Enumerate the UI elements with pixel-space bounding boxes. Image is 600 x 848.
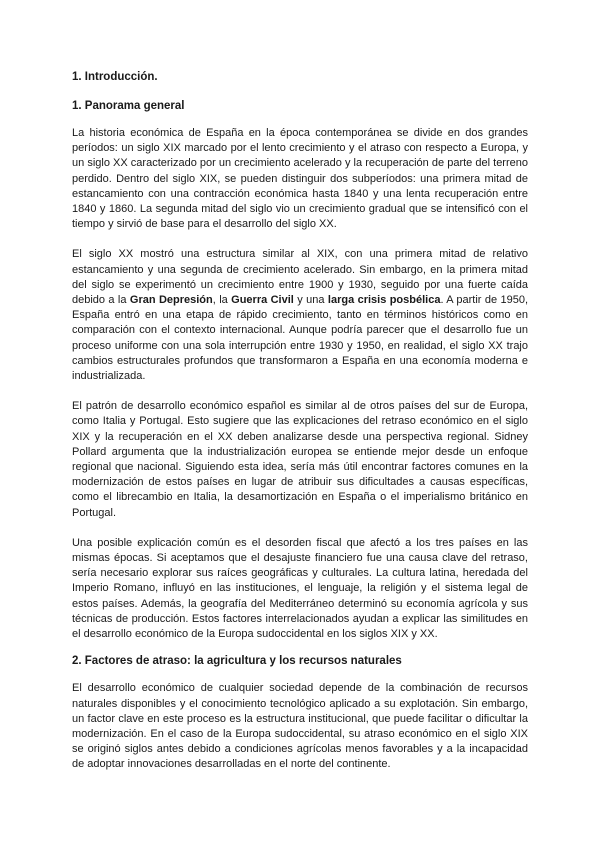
paragraph-2 (72, 247, 528, 384)
paragraph-2-text-c: y una (293, 294, 328, 307)
bold-larga-crisis: larga crisis posbélica (327, 294, 441, 307)
bold-guerra-civil: Guerra Civil (231, 294, 294, 307)
bold-gran-depresion: Gran Depresión (129, 294, 213, 307)
heading-introduccion: 1. Introducción. (72, 71, 158, 83)
paragraph-5: El desarrollo económico de cualquier sociedad depende de la combinación de recursos naturales disponibles y el conocimiento tecnológico aplicado a su explotación. Sin embargo, un factor clave en este proceso es la estructura institucional, que puede facilitar o dificultar la modernización. En el caso de la Europa sudoccidental, su atraso económico en el siglo XIX se originó siglos antes debido a condiciones agrícolas menos favorables y a la incapacidad de adoptar innovaciones desarrolladas en el norte del continente. (72, 682, 528, 771)
paragraph-2-text-a: El siglo XX mostró una estructura similar al XIX, con una primera mitad de relativo estancamiento y una segunda de crecimiento acelerado. Sin embargo, en la primera mitad del siglo se experimentó un crecimiento entre 1900 y 1930, seguido por una fuerte caída debido a la (72, 248, 528, 307)
paragraph-2-text-b: , la (212, 294, 232, 307)
paragraph-3: El patrón de desarrollo económico español es similar al de otros países del sur de Europa, como Italia y Portugal. Esto sugiere que las explicaciones del retraso económico en el siglo XIX y la recuperación en el XX deben analizarse desde una perspectiva regional. Sidney Pollard argumenta que la industrialización europea se entiende mejor desde un enfoque regional que nacional. Siguiendo esta idea, sería más útil encontrar factores comunes en la modernización de estos países en lugar de atribuir sus dificultades a causas específicas, como el librecambio en Italia, la desamortización en España o el imperialismo británico en Portugal. (72, 400, 528, 519)
paragraph-2-text-d: . A partir de 1950, España entró en una etapa de rápido crecimiento, tanto en términos históricos como en comparación con el contexto internacional. Aunque podría parecer que el desarrollo fue un proceso uniforme con una sola interrupción entre 1930 y 1950, en realidad, el siglo XX trajo cambios estructurales profundos que transformaron a España en una economía moderna e industrializada. (72, 294, 529, 383)
paragraph-4: Una posible explicación común es el desorden fiscal que afectó a los tres países en las mismas épocas. Si aceptamos que el desajuste financiero fue una causa clave del retraso, sería necesario explorar sus raíces geográficas y culturales. La cultura latina, heredada del Imperio Romano, influyó en las instituciones, el lenguaje, la religión y el sistema legal de estos países. Además, la geografía del Mediterráneo determinó su economía agrícola y sus técnicas de producción. Estos factores interrelacionados ayudan a explicar las similitudes en el desarrollo económico de la Europa sudoccidental en los siglos XIX y XX. (72, 536, 528, 641)
heading-factores-atraso: 2. Factores de atraso: la agricultura y los recursos naturales (72, 655, 402, 668)
paragraph-1: La historia económica de España en la época contemporánea se divide en dos grandes períodos: un siglo XIX marcado por el lento crecimiento y el atraso con respecto a Europa, y un siglo XX caracterizado por un crecimiento acelerado y la recuperación de parte del terreno perdido. Dentro del siglo XIX, se pueden distinguir dos subperíodos: una primera mitad de estancamiento con una contracción económica hasta 1840 y una lenta recuperación entre 1840 y 1860. La segunda mitad del siglo vio un crecimiento gradual que se intensificó con el tiempo y sirvió de base para el desarrollo del siglo XX. (72, 127, 528, 231)
heading-panorama-general: 1. Panorama general (72, 100, 185, 112)
